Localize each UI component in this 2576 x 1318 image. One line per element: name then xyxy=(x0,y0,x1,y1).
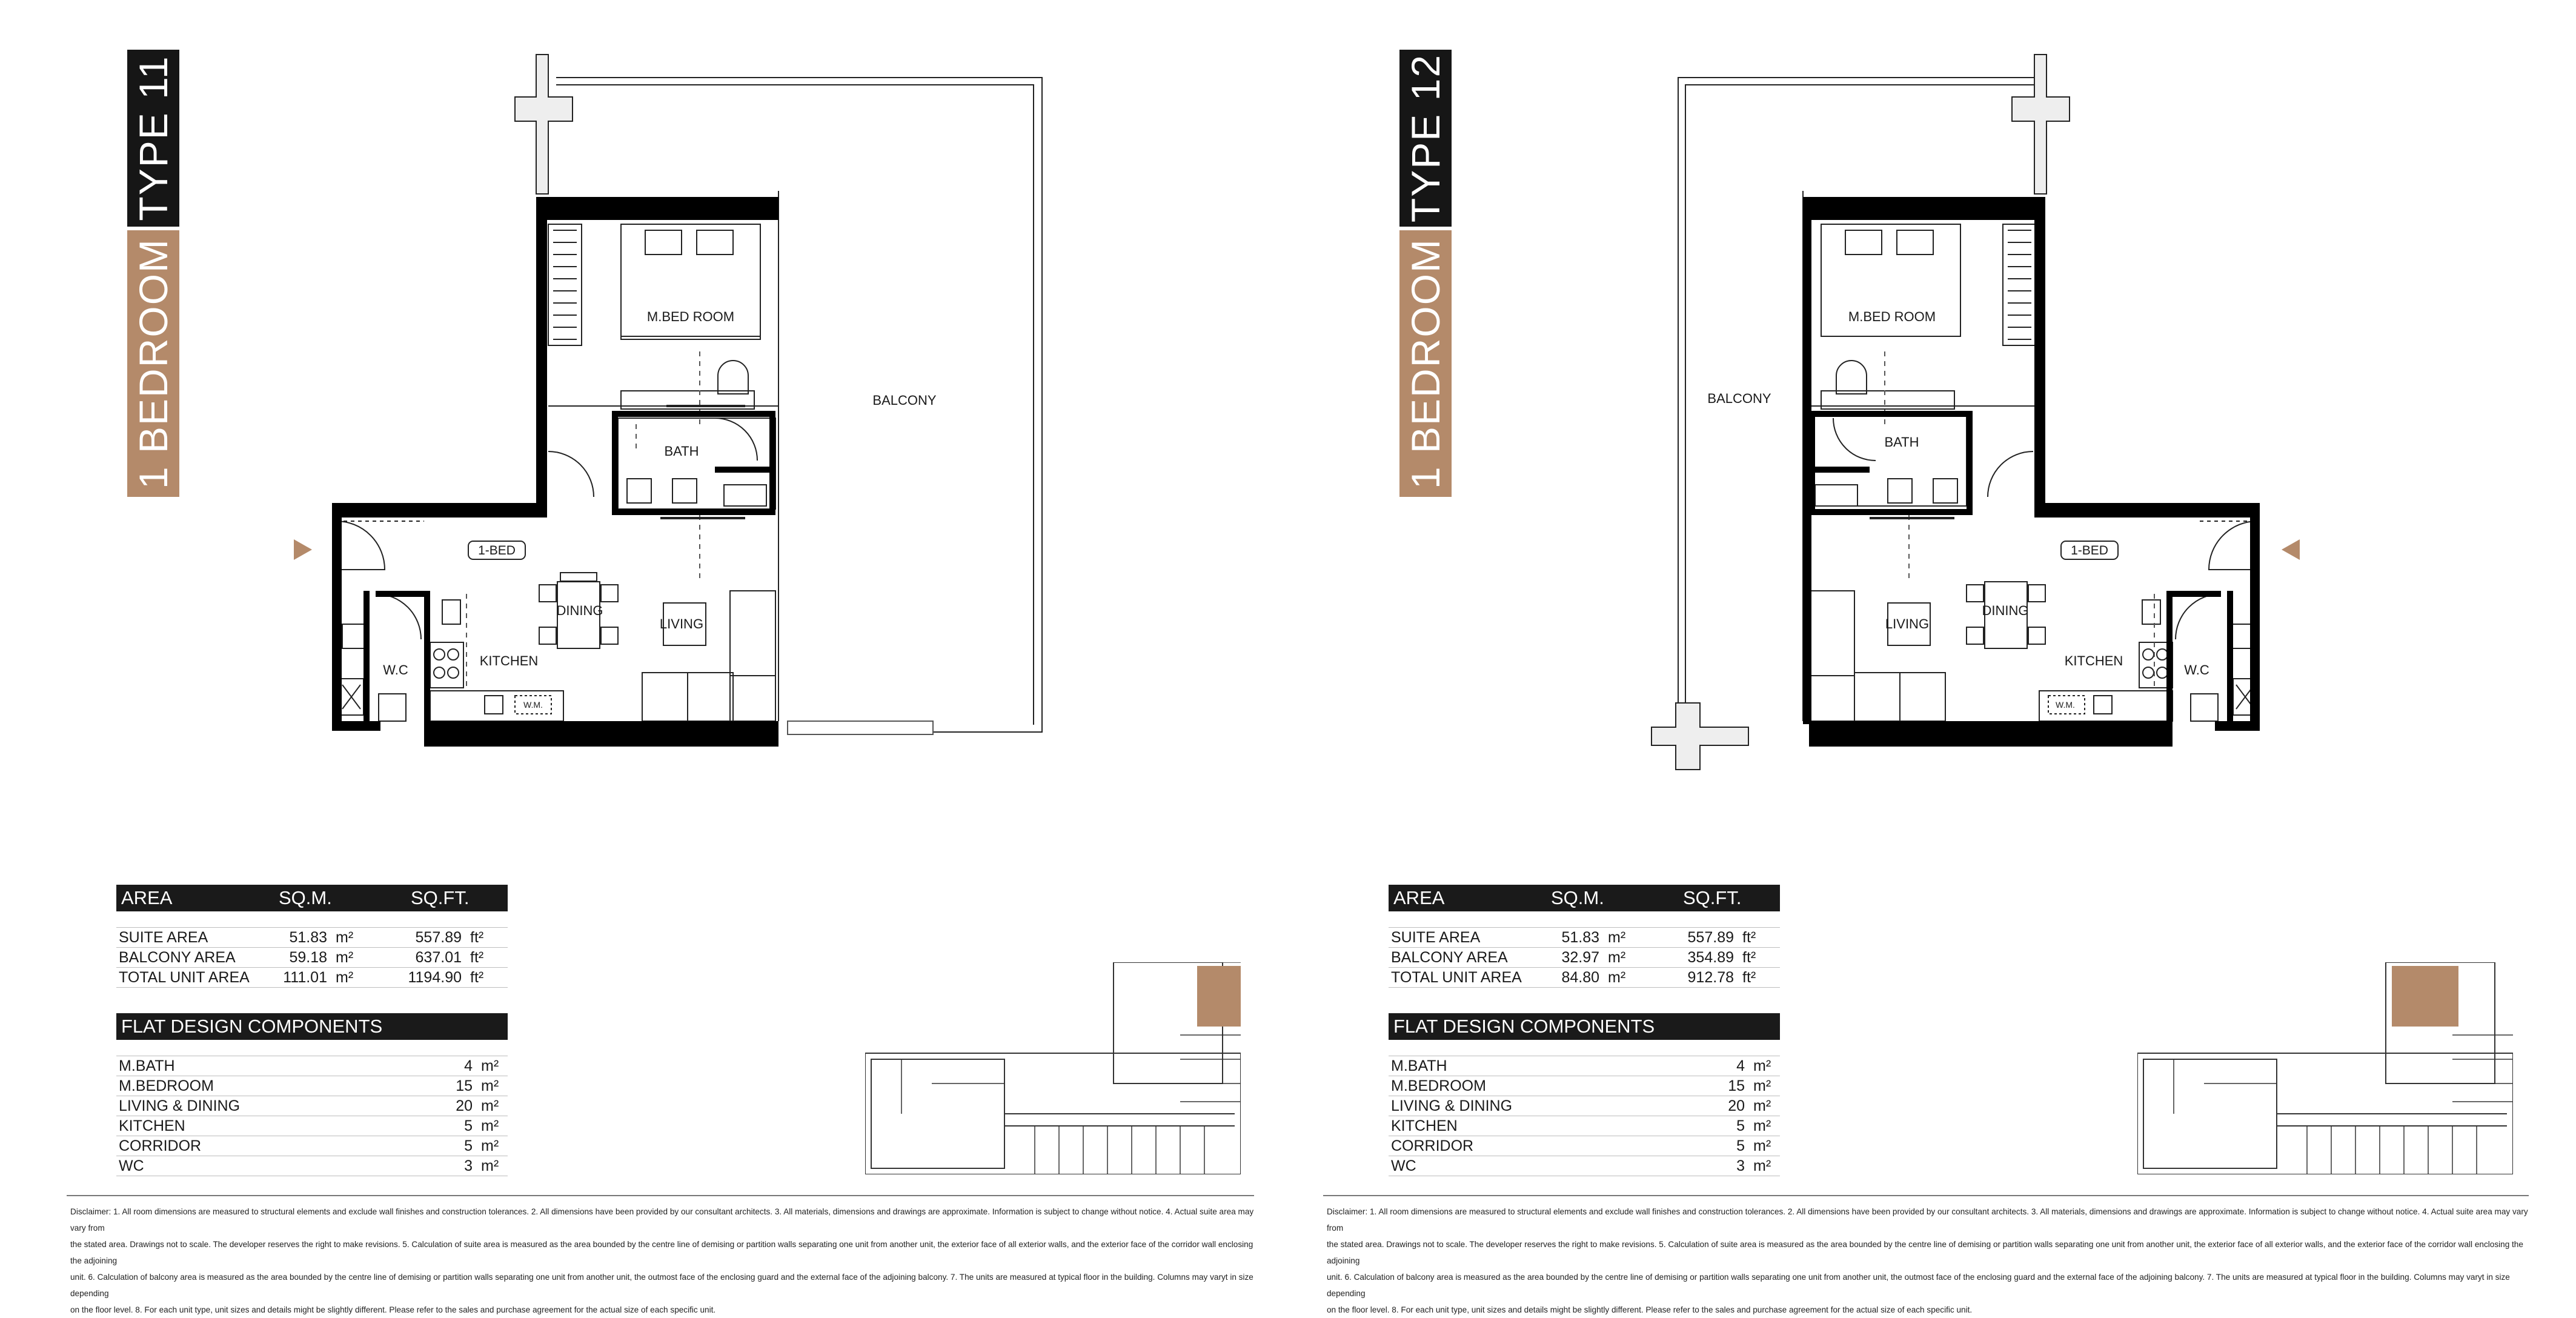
dining-label: DINING xyxy=(1982,603,2029,618)
area-row-sqm: 59.18 xyxy=(289,948,327,966)
header-sqm: SQ.M. xyxy=(279,887,332,908)
area-row-sqft: 557.89 xyxy=(415,928,462,946)
area-row-sqm: 51.83 xyxy=(1561,928,1599,946)
component-label: WC xyxy=(1391,1157,1416,1174)
wm-label: W.M. xyxy=(523,700,543,710)
component-row xyxy=(1389,1096,1780,1116)
balcony-rail-bottom xyxy=(788,721,933,734)
component-unit: m² xyxy=(481,1157,499,1174)
component-row xyxy=(1389,1136,1780,1156)
component-unit: m² xyxy=(481,1117,499,1134)
disclaimer-line: on the floor level. 8. For each unit type, unit sizes and details might be slightly different. Please refer to the sales and purchase agreement for the actual size of each specific unit. xyxy=(1327,1305,1973,1314)
header-area: AREA xyxy=(121,887,173,908)
component-row xyxy=(1389,1056,1780,1076)
disclaimer-line: the stated area. Drawings not to scale. The developer reserves the right to make revisions. 5. Calculation of suite area is measured as the area bounded by the centre line of demising or partition walls separating one unit from another unit, the exterior face of all exterior walls, and the exterior face of the corridor wall enclosing the adjoining xyxy=(70,1240,1253,1265)
entry-arrow-icon xyxy=(2282,539,2300,560)
component-unit: m² xyxy=(481,1057,499,1074)
component-label: LIVING & DINING xyxy=(1391,1097,1513,1114)
header-sqm: SQ.M. xyxy=(1551,887,1604,908)
area-row-sqft: 912.78 xyxy=(1687,968,1734,986)
disclaimer-line: unit. 6. Calculation of balcony area is measured as the area bounded by the centre line of demising or partition walls separating one unit from another unit, the outmost face of the enclosing guard and the external face of the adjoining balcony. 7. The units are measured at typical floor in the building. Columns may varyt in size depending xyxy=(1327,1273,2510,1298)
area-row-label: TOTAL UNIT AREA xyxy=(1391,968,1522,986)
area-row-sqft-unit: ft² xyxy=(470,948,484,966)
area-row xyxy=(116,968,508,988)
disclaimer-line: the stated area. Drawings not to scale. The developer reserves the right to make revisions. 5. Calculation of suite area is measured as the area bounded by the centre line of demising or partition walls separating one unit from another unit, the exterior face of all exterior walls, and the exterior face of the corridor wall enclosing the adjoining xyxy=(1327,1240,2523,1265)
area-table xyxy=(116,885,508,988)
component-row xyxy=(1389,1076,1780,1096)
area-row-sqm-unit: m² xyxy=(1608,968,1626,986)
component-row xyxy=(116,1096,508,1116)
disclaimer-line: unit. 6. Calculation of balcony area is measured as the area bounded by the centre line of demising or partition walls separating one unit from another unit, the outmost face of the enclosing guard and the external face of the adjoining balcony. 7. The units are measured at typical floor in the building. Columns may varyt in size depending xyxy=(70,1273,1253,1298)
area-row-label: TOTAL UNIT AREA xyxy=(119,968,250,986)
living-label: LIVING xyxy=(1885,616,1930,631)
floor-plan xyxy=(0,36,1090,788)
wc-label: W.C xyxy=(383,662,408,677)
component-unit: m² xyxy=(1753,1077,1771,1094)
area-row-sqft-unit: ft² xyxy=(1742,968,1756,986)
unit-sheet-type-12 xyxy=(1288,0,2576,1314)
component-label: WC xyxy=(119,1157,144,1174)
area-row-label: BALCONY AREA xyxy=(119,948,236,966)
area-row-sqm-unit: m² xyxy=(1608,948,1626,966)
header-area: AREA xyxy=(1393,887,1445,908)
balcony-label: BALCONY xyxy=(1707,391,1771,406)
wm-label: W.M. xyxy=(2056,700,2075,710)
divider xyxy=(67,1195,1254,1196)
area-row-sqm: 32.97 xyxy=(1561,948,1599,966)
sofa xyxy=(1809,591,1854,676)
bedroom-label: 1 BEDROOM xyxy=(131,238,176,490)
bedroom-label: 1 BEDROOM xyxy=(1403,238,1448,490)
component-value: 3 xyxy=(1736,1157,1745,1174)
balcony-label: BALCONY xyxy=(872,393,937,408)
components-title: FLAT DESIGN COMPONENTS xyxy=(1393,1016,1655,1037)
area-row-sqft: 1194.90 xyxy=(408,968,462,986)
area-row-sqm-unit: m² xyxy=(336,928,354,946)
disclaimer-line: Disclaimer: 1. All room dimensions are measured to structural elements and exclude wall finishes and construction tolerances. 2. All dimensions have been provided by our consultant architects. 3. All materials, dimensions and drawings are approximate. Information is subject to change without notice. 4. Actual suite area may vary from xyxy=(70,1207,1254,1233)
components-title: FLAT DESIGN COMPONENTS xyxy=(121,1016,383,1037)
wall-top xyxy=(1811,197,2045,220)
component-value: 20 xyxy=(456,1097,473,1114)
components-table xyxy=(116,1013,508,1176)
components-table-header xyxy=(1389,1013,1780,1040)
area-row-sqm-unit: m² xyxy=(336,968,354,986)
area-row xyxy=(116,948,508,968)
key-plan-highlight xyxy=(2392,966,2458,1027)
component-value: 4 xyxy=(1736,1057,1745,1074)
component-value: 4 xyxy=(464,1057,473,1074)
component-value: 5 xyxy=(1736,1137,1745,1154)
component-unit: m² xyxy=(1753,1157,1771,1174)
header-sqft: SQ.FT. xyxy=(411,887,470,908)
dining-label: DINING xyxy=(556,603,603,618)
area-row xyxy=(1389,928,1780,948)
area-table-header xyxy=(1389,885,1780,911)
component-label: CORRIDOR xyxy=(1391,1137,1474,1154)
floor-plan xyxy=(1288,36,2378,788)
bedroom-label: M.BED ROOM xyxy=(1848,309,1936,324)
area-table xyxy=(1389,885,1780,988)
component-label: M.BATH xyxy=(119,1057,175,1074)
area-row-sqft: 354.89 xyxy=(1687,948,1734,966)
component-value: 15 xyxy=(456,1077,473,1094)
area-row-label: BALCONY AREA xyxy=(1391,948,1508,966)
component-unit: m² xyxy=(1753,1057,1771,1074)
area-row-sqft-unit: ft² xyxy=(470,968,484,986)
wc-label: W.C xyxy=(2184,662,2209,677)
living-label: LIVING xyxy=(659,616,704,631)
type-label: TYPE 12 xyxy=(1403,53,1448,223)
component-label: M.BATH xyxy=(1391,1057,1447,1074)
component-label: KITCHEN xyxy=(1391,1117,1458,1134)
component-unit: m² xyxy=(481,1137,499,1154)
area-row-sqft-unit: ft² xyxy=(1742,948,1756,966)
area-row-sqm-unit: m² xyxy=(1608,928,1626,946)
component-row xyxy=(116,1116,508,1136)
area-row-label: SUITE AREA xyxy=(1391,928,1481,946)
wall-top xyxy=(536,197,778,220)
type-label: TYPE 11 xyxy=(131,55,176,221)
column-top xyxy=(515,55,573,194)
column-top xyxy=(2012,55,2070,194)
component-row xyxy=(116,1136,508,1156)
component-label: M.BEDROOM xyxy=(1391,1077,1486,1094)
area-table-header xyxy=(116,885,508,911)
area-row xyxy=(1389,948,1780,968)
disclaimer xyxy=(70,1203,1258,1318)
component-value: 5 xyxy=(464,1137,473,1154)
component-label: M.BEDROOM xyxy=(119,1077,214,1094)
entry-arrow-icon xyxy=(294,539,312,560)
area-row-sqm: 84.80 xyxy=(1561,968,1599,986)
area-row-sqft: 637.01 xyxy=(415,948,462,966)
component-unit: m² xyxy=(1753,1137,1771,1154)
component-value: 3 xyxy=(464,1157,473,1174)
unit-tag: 1-BED xyxy=(478,544,516,557)
divider xyxy=(1323,1195,2529,1196)
component-row xyxy=(116,1056,508,1076)
area-row-sqm: 111.01 xyxy=(283,968,327,986)
component-unit: m² xyxy=(481,1097,499,1114)
component-row xyxy=(1389,1156,1780,1176)
component-unit: m² xyxy=(481,1077,499,1094)
key-plan xyxy=(2137,962,2513,1174)
bedroom-label: M.BED ROOM xyxy=(646,309,735,324)
component-row xyxy=(116,1076,508,1096)
area-row-sqft: 557.89 xyxy=(1687,928,1734,946)
kitchen-label: KITCHEN xyxy=(479,653,539,668)
sofa xyxy=(730,591,775,676)
key-plan xyxy=(865,962,1241,1174)
component-value: 5 xyxy=(464,1117,473,1134)
disclaimer-line: on the floor level. 8. For each unit type, unit sizes and details might be slightly different. Please refer to the sales and purchase agreement for the actual size of each specific unit. xyxy=(70,1305,716,1314)
unit-tag: 1-BED xyxy=(2071,544,2108,557)
unit-sheet-type-11 xyxy=(0,0,1288,1314)
hob xyxy=(430,642,463,688)
balcony-outline xyxy=(556,78,1042,732)
component-unit: m² xyxy=(1753,1097,1771,1114)
bath-label: BATH xyxy=(664,444,699,459)
area-row-sqft-unit: ft² xyxy=(470,928,484,946)
component-label: CORRIDOR xyxy=(119,1137,202,1154)
component-row xyxy=(1389,1116,1780,1136)
components-table-header xyxy=(116,1013,508,1040)
bath-label: BATH xyxy=(1884,434,1919,450)
area-row-sqm-unit: m² xyxy=(336,948,354,966)
component-row xyxy=(116,1156,508,1176)
disclaimer xyxy=(1327,1203,2532,1318)
component-unit: m² xyxy=(1753,1117,1771,1134)
component-value: 20 xyxy=(1728,1097,1745,1114)
area-row xyxy=(1389,968,1780,988)
kitchen-label: KITCHEN xyxy=(2064,653,2123,668)
area-row xyxy=(116,928,508,948)
component-value: 15 xyxy=(1728,1077,1745,1094)
area-row-label: SUITE AREA xyxy=(119,928,208,946)
area-row-sqm: 51.83 xyxy=(289,928,327,946)
area-row-sqft-unit: ft² xyxy=(1742,928,1756,946)
header-sqft: SQ.FT. xyxy=(1683,887,1742,908)
column-bottom xyxy=(1651,703,1748,770)
key-plan-highlight xyxy=(1197,966,1241,1027)
components-table xyxy=(1389,1013,1780,1176)
disclaimer-line: Disclaimer: 1. All room dimensions are measured to structural elements and exclude wall finishes and construction tolerances. 2. All dimensions have been provided by our consultant architects. 3. All materials, dimensions and drawings are approximate. Information is subject to change without notice. 4. Actual suite area may vary from xyxy=(1327,1207,2528,1233)
component-value: 5 xyxy=(1736,1117,1745,1134)
component-label: LIVING & DINING xyxy=(119,1097,241,1114)
component-label: KITCHEN xyxy=(119,1117,185,1134)
